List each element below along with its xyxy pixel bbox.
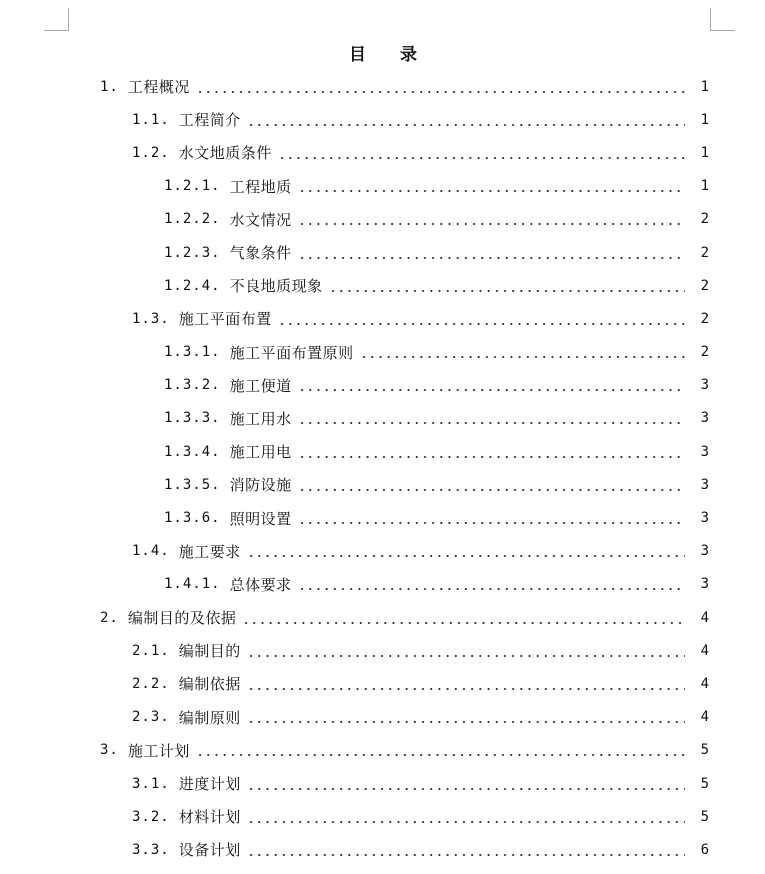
toc-entry-page-number: 1: [700, 144, 709, 161]
toc-entry[interactable]: [0, 269, 765, 302]
toc-entry-page-number: 3: [700, 377, 709, 394]
toc-entry-number: 1.2.2.: [164, 211, 221, 228]
dot-leader: [298, 411, 685, 425]
toc-entry-page-number: 1: [700, 78, 709, 95]
toc-entry-title: 施工要求: [178, 542, 241, 561]
toc-entry-title: 工程简介: [178, 111, 241, 130]
toc-entry-title: 工程概况: [127, 78, 190, 97]
toc-entry-page-number: 3: [700, 543, 709, 560]
toc-entry-title: 施工用水: [229, 409, 292, 428]
toc-entry-title: 水文情况: [229, 210, 292, 229]
toc-entry-page-number: 3: [700, 510, 709, 527]
toc-entry-title: 施工便道: [229, 376, 292, 395]
toc-entry-title: 进度计划: [178, 775, 241, 794]
dot-leader: [196, 743, 685, 757]
toc-entry[interactable]: [0, 136, 765, 169]
dot-leader: [298, 212, 685, 226]
toc-entry-page-number: 4: [700, 609, 709, 626]
dot-leader: [298, 577, 685, 591]
toc-entry-number: 1.3.2.: [164, 377, 221, 394]
toc-entry[interactable]: [0, 800, 765, 833]
toc-entry-title: 编制目的及依据: [127, 609, 237, 628]
toc-entry-title: 水文地质条件: [178, 144, 272, 163]
toc-entry-number: 2.2.: [132, 675, 170, 692]
toc-entry[interactable]: [0, 236, 765, 269]
toc-entry-number: 1.3.4.: [164, 443, 221, 460]
toc-title: 目 录: [349, 45, 431, 65]
toc-entry-number: 3.: [100, 742, 119, 759]
dot-leader: [329, 279, 685, 293]
dot-leader: [298, 378, 685, 392]
toc-entry-page-number: 2: [700, 310, 709, 327]
toc-entry-number: 1.3.5.: [164, 476, 221, 493]
toc-entry-page-number: 4: [700, 642, 709, 659]
dot-leader: [298, 179, 685, 193]
toc-entry[interactable]: [0, 203, 765, 236]
table-of-contents: [0, 70, 765, 867]
toc-entry-page-number: 4: [700, 675, 709, 692]
toc-entry[interactable]: [0, 468, 765, 501]
toc-entry[interactable]: [0, 701, 765, 734]
toc-entry-title: 照明设置: [229, 509, 292, 528]
toc-entry-title: 编制目的: [178, 642, 241, 661]
dot-leader: [247, 677, 685, 691]
toc-entry-number: 1.2.1.: [164, 178, 221, 195]
dot-leader: [298, 246, 685, 260]
toc-entry[interactable]: [0, 568, 765, 601]
dot-leader: [247, 544, 685, 558]
toc-entry[interactable]: [0, 601, 765, 634]
toc-entry-page-number: 4: [700, 709, 709, 726]
toc-entry-page-number: 5: [700, 775, 709, 792]
toc-entry[interactable]: [0, 833, 765, 866]
toc-entry-page-number: 6: [700, 841, 709, 858]
toc-entry[interactable]: [0, 302, 765, 335]
toc-entry-title: 总体要求: [229, 575, 292, 594]
toc-entry-number: 3.1.: [132, 775, 170, 792]
dot-leader: [196, 80, 685, 94]
dot-leader: [298, 478, 685, 492]
toc-entry-page-number: 2: [700, 344, 709, 361]
toc-entry[interactable]: [0, 535, 765, 568]
toc-entry-number: 2.1.: [132, 642, 170, 659]
toc-entry[interactable]: [0, 336, 765, 369]
dot-leader: [247, 710, 685, 724]
toc-entry[interactable]: [0, 501, 765, 534]
dot-leader: [298, 511, 685, 525]
toc-entry[interactable]: [0, 667, 765, 700]
toc-entry-title: 气象条件: [229, 244, 292, 263]
margin-mark-top-left: [44, 8, 69, 31]
toc-entry-title: 材料计划: [178, 808, 241, 827]
toc-entry-page-number: 3: [700, 576, 709, 593]
toc-entry-number: 3.2.: [132, 808, 170, 825]
toc-entry-number: 1.3.3.: [164, 410, 221, 427]
toc-entry-number: 3.3.: [132, 841, 170, 858]
toc-entry-number: 1.4.1.: [164, 576, 221, 593]
toc-entry[interactable]: [0, 103, 765, 136]
toc-entry-title: 施工平面布置原则: [229, 343, 354, 362]
toc-entry-page-number: 1: [700, 111, 709, 128]
dot-leader: [242, 611, 685, 625]
toc-entry[interactable]: [0, 435, 765, 468]
dot-leader: [247, 777, 685, 791]
toc-entry-page-number: 3: [700, 410, 709, 427]
dot-leader: [247, 644, 685, 658]
toc-entry-page-number: 2: [700, 211, 709, 228]
toc-entry-number: 1.2.4.: [164, 277, 221, 294]
toc-entry-number: 1.4.: [132, 543, 170, 560]
dot-leader: [247, 113, 685, 127]
toc-entry-title: 编制依据: [178, 675, 241, 694]
toc-entry[interactable]: [0, 734, 765, 767]
toc-entry-number: 1.2.: [132, 144, 170, 161]
toc-entry-page-number: 3: [700, 443, 709, 460]
toc-entry[interactable]: [0, 170, 765, 203]
toc-entry-number: 1.: [100, 78, 119, 95]
dot-leader: [278, 146, 685, 160]
toc-entry-page-number: 2: [700, 277, 709, 294]
toc-entry[interactable]: [0, 70, 765, 103]
dot-leader: [247, 810, 685, 824]
toc-entry-title: 设备计划: [178, 841, 241, 860]
toc-entry-page-number: 3: [700, 476, 709, 493]
toc-entry-number: 1.3.6.: [164, 510, 221, 527]
toc-entry-page-number: 2: [700, 244, 709, 261]
toc-entry[interactable]: [0, 634, 765, 667]
toc-entry-title: 施工计划: [127, 741, 190, 760]
margin-mark-top-right: [710, 8, 735, 31]
toc-entry[interactable]: [0, 369, 765, 402]
toc-entry-number: 1.3.1.: [164, 344, 221, 361]
toc-entry-title: 施工用电: [229, 443, 292, 462]
toc-entry-page-number: 1: [700, 178, 709, 195]
toc-entry-title: 工程地质: [229, 177, 292, 196]
toc-entry-title: 消防设施: [229, 476, 292, 495]
toc-entry-page-number: 5: [700, 808, 709, 825]
toc-entry-title: 编制原则: [178, 708, 241, 727]
dot-leader: [360, 345, 685, 359]
dot-leader: [278, 312, 685, 326]
dot-leader: [247, 843, 685, 857]
toc-entry-number: 1.2.3.: [164, 244, 221, 261]
toc-entry-number: 1.1.: [132, 111, 170, 128]
toc-entry-title: 不良地质现象: [229, 277, 323, 296]
toc-entry[interactable]: [0, 402, 765, 435]
toc-entry-page-number: 5: [700, 742, 709, 759]
toc-entry[interactable]: [0, 767, 765, 800]
toc-entry-number: 2.: [100, 609, 119, 626]
toc-entry-number: 2.3.: [132, 709, 170, 726]
toc-entry-number: 1.3.: [132, 310, 170, 327]
toc-entry-title: 施工平面布置: [178, 310, 272, 329]
dot-leader: [298, 445, 685, 459]
